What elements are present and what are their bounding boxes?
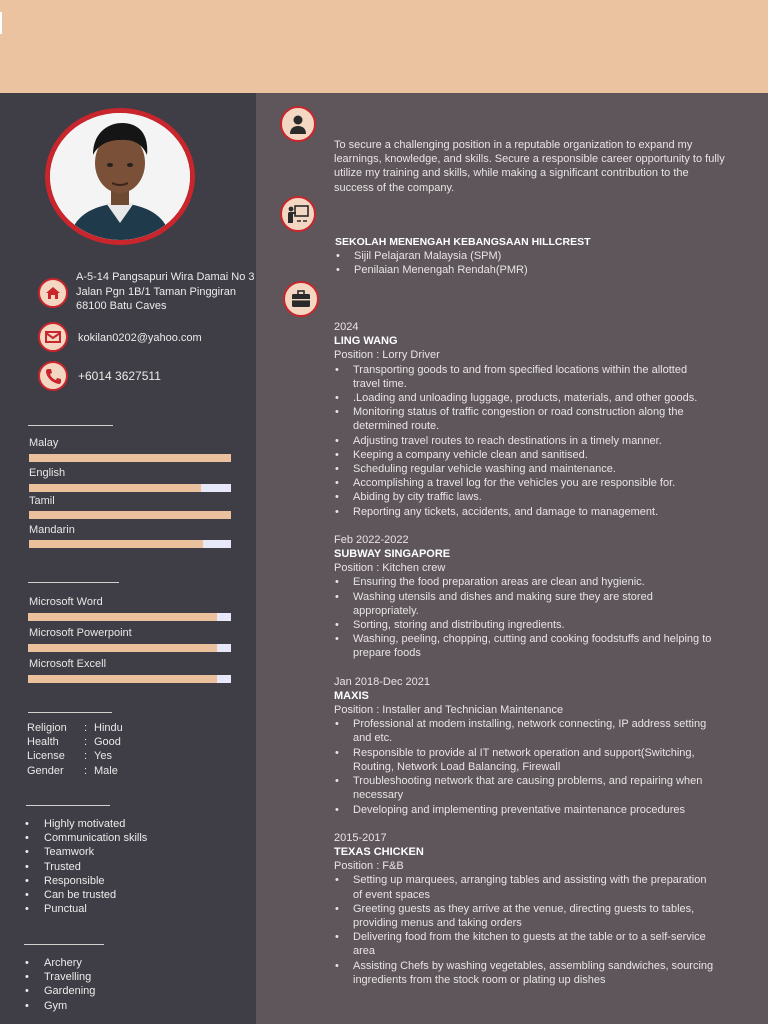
objective-line: utilize my training and skills, while making a significant contribution to the [334, 167, 689, 180]
address [76, 270, 255, 314]
language-bar [29, 484, 231, 492]
duty-line: area [353, 945, 376, 958]
language-bar [29, 540, 231, 548]
language-bar [29, 511, 231, 519]
duty-item [334, 717, 734, 745]
list-item: • Punctual [25, 902, 147, 916]
language-bar-fill [29, 540, 203, 548]
duty-line: • Scheduling regular vehicle washing and maintenance. [353, 463, 616, 476]
duty-line: • Developing and implementing preventative maintenance procedures [353, 803, 686, 816]
language-bar-fill [29, 511, 231, 519]
address-line-1: A-5-14 Pangsapuri Wira Damai No 3 [76, 271, 255, 283]
duty-line: • Washing, peeling, chopping, cutting and cooking foodstuffs and helping to [353, 633, 712, 646]
info-value: Yes [94, 750, 112, 762]
duty-item [334, 959, 734, 987]
objective-line: success of the company. [334, 181, 455, 194]
info-key: Health [27, 736, 59, 748]
teacher-board-icon [280, 196, 316, 232]
duties-list [334, 363, 734, 519]
objective-line: To secure a challenging position in a reputable organization to expand my [334, 139, 693, 151]
duty-item [334, 873, 734, 901]
duty-item [334, 632, 734, 660]
experience-period: Jan 2018-Dec 2021 [334, 675, 431, 688]
experience-entry [334, 320, 734, 533]
duty-item [334, 930, 734, 958]
experience-section [334, 320, 734, 987]
skills-list [25, 817, 147, 916]
education-list [335, 249, 735, 277]
home-icon [38, 278, 68, 308]
experience-company: SUBWAY SINGAPORE [334, 548, 451, 561]
experience-position: Position : F&B [334, 860, 404, 873]
software-separator [28, 582, 119, 583]
experience-position: Position : Installer and Technician Maintenance [334, 704, 564, 717]
list-item: • Can be trusted [25, 888, 147, 902]
duty-line: • Greeting guests as they arrive at the venue, directing guests to tables, [353, 902, 695, 915]
software-bar [28, 644, 231, 652]
info-value: Hindu [94, 722, 123, 734]
duty-line: • Washing utensils and dishes and making sure they are stored [353, 590, 653, 603]
duty-line: ingredients from the stock room or plating up dishes [353, 973, 606, 986]
duty-item [334, 618, 734, 632]
duty-line: • Professional at modem installing, network connecting, IP address setting [353, 718, 707, 731]
email-text[interactable]: kokilan0202@yahoo.com [78, 332, 202, 344]
duty-item [334, 774, 734, 802]
language-label: English [29, 467, 66, 479]
list-item: • Penilaian Menengah Rendah(PMR) [335, 263, 735, 277]
duty-line: • Accomplishing a travel log for the vehicles you are responsible for. [353, 477, 676, 490]
experience-company: TEXAS CHICKEN [334, 845, 424, 858]
info-value: Good [94, 736, 121, 748]
software-bar-fill [28, 613, 217, 621]
list-item: • Travelling [25, 970, 95, 984]
duty-line: • Ensuring the food preparation areas are clean and hygienic. [353, 576, 645, 589]
duty-line: providing menus and taking orders [353, 916, 522, 929]
duty-line: • Abiding by city traffic laws. [353, 491, 482, 504]
entry-gap [334, 817, 734, 831]
experience-period: 2015-2017 [334, 831, 387, 844]
phone-text[interactable]: +6014 3627511 [78, 369, 161, 383]
duties-list [334, 873, 734, 987]
duties-list [334, 717, 734, 816]
list-item: • Sijil Pelajaran Malaysia (SPM) [335, 249, 735, 263]
address-line-3: 68100 Batu Caves [76, 300, 167, 312]
experience-company: LING WANG [334, 335, 398, 348]
duty-line: necessary [353, 789, 404, 802]
skills-separator [26, 805, 110, 806]
list-item: • Trusted [25, 860, 147, 874]
duty-item [334, 434, 734, 448]
duty-line: • Monitoring status of traffic congestion or road construction along the [353, 406, 684, 419]
software-label: Microsoft Powerpoint [29, 627, 132, 639]
duty-line: appropriately. [353, 604, 419, 617]
language-label: Mandarin [29, 524, 75, 536]
info-key: Religion [27, 722, 67, 734]
language-bar [29, 454, 231, 462]
duty-line: • Setting up marquees, arranging tables and assisting with the preparation [353, 874, 707, 887]
duty-item [334, 505, 734, 519]
duty-line: prepare foods [353, 647, 421, 660]
entry-gap [334, 661, 734, 675]
info-value: Male [94, 765, 118, 777]
duty-line: • Keeping a company vehicle clean and sanitised. [353, 448, 588, 461]
header-band [0, 0, 768, 93]
interests-list [25, 956, 95, 1013]
duty-line: • Delivering food from the kitchen to guests at the table or to a self-service [353, 931, 706, 944]
duty-line: • Reporting any tickets, accidents, and damage to management. [353, 505, 659, 518]
address-line-2: Jalan Pgn 1B/1 Taman Pinggiran [76, 285, 237, 298]
duty-item [334, 363, 734, 391]
duty-line: • Adjusting travel routes to reach destinations in a timely manner. [353, 434, 662, 447]
language-bar-fill [29, 454, 231, 462]
duty-line: • Sorting, storing and distributing ingredients. [353, 619, 565, 632]
languages-separator [28, 425, 113, 426]
objective-text [334, 138, 754, 195]
experience-period: Feb 2022-2022 [334, 533, 409, 546]
phone-icon [38, 361, 68, 391]
experience-period: 2024 [334, 321, 359, 333]
briefcase-icon [283, 281, 319, 317]
profile-photo [50, 113, 190, 240]
info-key: License [27, 750, 65, 762]
duty-line: Routing, Network Load Balancing, Firewall [353, 760, 561, 773]
software-bar-fill [28, 644, 217, 652]
duty-item [334, 803, 734, 817]
software-label: Microsoft Excell [29, 658, 107, 670]
duty-line: • Assisting Chefs by washing vegetables, assembling sandwiches, sourcing [353, 959, 714, 972]
info-key: Gender [27, 765, 64, 777]
experience-company: MAXIS [334, 689, 369, 702]
list-item: • Archery [25, 956, 95, 970]
list-item: • Teamwork [25, 845, 147, 859]
interests-separator [24, 944, 104, 945]
duty-item [334, 902, 734, 930]
duty-item [334, 575, 734, 589]
education-section [335, 235, 735, 278]
duty-item [334, 490, 734, 504]
software-label: Microsoft Word [29, 596, 103, 608]
personal-separator [28, 712, 112, 713]
list-item: • Gym [25, 999, 95, 1013]
experience-entry [334, 831, 734, 987]
duties-list [334, 575, 734, 660]
person-icon [280, 106, 316, 142]
language-label: Malay [29, 437, 59, 449]
duty-line: determined route. [353, 420, 440, 433]
list-item: • Highly motivated [25, 817, 147, 831]
duty-item [334, 476, 734, 490]
duty-item [334, 448, 734, 462]
list-item: • Responsible [25, 874, 147, 888]
duty-line: • .Loading and unloading luggage, products, materials, and other goods. [353, 392, 698, 405]
software-bar [28, 675, 231, 683]
software-bar-fill [28, 675, 217, 683]
experience-entry [334, 533, 734, 675]
header-mark [0, 12, 2, 34]
duty-item [334, 462, 734, 476]
list-item: • Gardening [25, 984, 95, 998]
software-bar [28, 613, 231, 621]
profile-photo-frame [45, 108, 195, 245]
duty-item [334, 590, 734, 618]
experience-entry [334, 675, 734, 831]
duty-line: • Troubleshooting network that are causing problems, and repairing when [353, 775, 703, 788]
duty-line: travel time. [353, 377, 407, 390]
objective-line: learnings, knowledge, and skills. Secure a responsible career opportunity to fully [334, 153, 725, 166]
school-name: SEKOLAH MENENGAH KEBANGSAAN HILLCREST [335, 236, 591, 248]
duty-item [334, 391, 734, 405]
language-bar-fill [29, 484, 201, 492]
duty-line: of event spaces [353, 888, 431, 901]
duty-item [334, 405, 734, 433]
email-icon [38, 322, 68, 352]
experience-position: Position : Kitchen crew [334, 562, 446, 575]
duty-line: • Transporting goods to and from specified locations within the allotted [353, 363, 688, 376]
duty-line: and etc. [353, 732, 393, 745]
experience-position: Position : Lorry Driver [334, 349, 440, 362]
person-portrait-icon [50, 113, 190, 240]
language-label: Tamil [29, 495, 55, 507]
duty-line: • Responsible to provide al IT network operation and support(Switching, [353, 746, 695, 759]
entry-gap [334, 519, 734, 533]
duty-item [334, 746, 734, 774]
list-item: • Communication skills [25, 831, 147, 845]
